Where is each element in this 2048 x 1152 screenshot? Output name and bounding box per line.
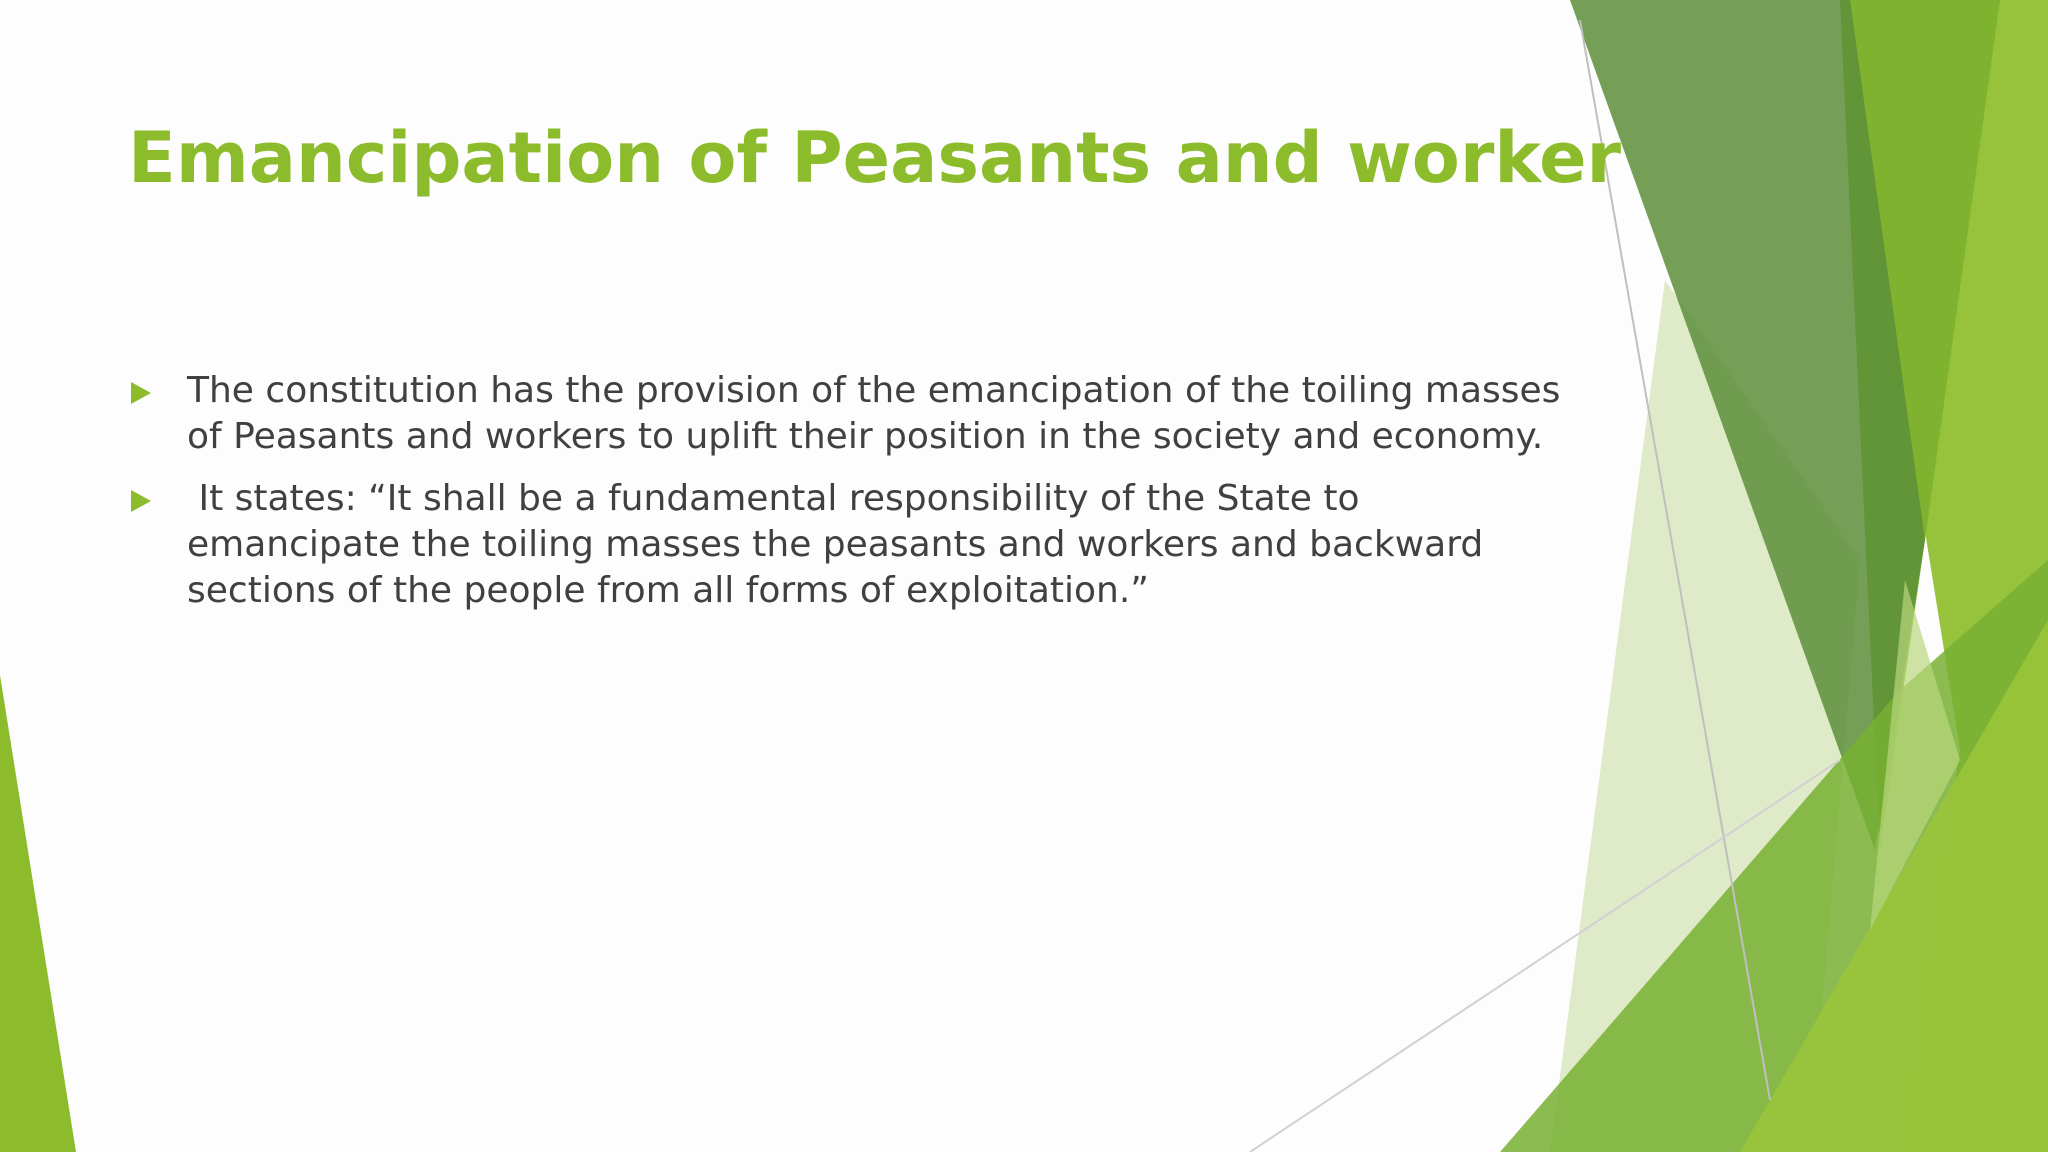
bullet-item — [128, 368, 1568, 460]
bullet-text: The constitution has the provision of the emancipation of the toiling masses of Peasants and workers to uplift their position in the society and economy. — [187, 370, 1561, 457]
bullet-item — [128, 476, 1568, 614]
triangle-bullet-icon — [131, 490, 151, 512]
triangle-bullet-icon — [131, 382, 151, 404]
slide-title: Emancipation of Peasants and worker — [128, 117, 1622, 199]
bullet-list — [128, 368, 1568, 630]
decor-left-edge — [0, 675, 76, 1152]
bullet-text: It states: “It shall be a fundamental responsibility of the State to emancipate the toiling masses the peasants and workers and backward sections of the people from all forms of exploitation.” — [187, 478, 1495, 611]
